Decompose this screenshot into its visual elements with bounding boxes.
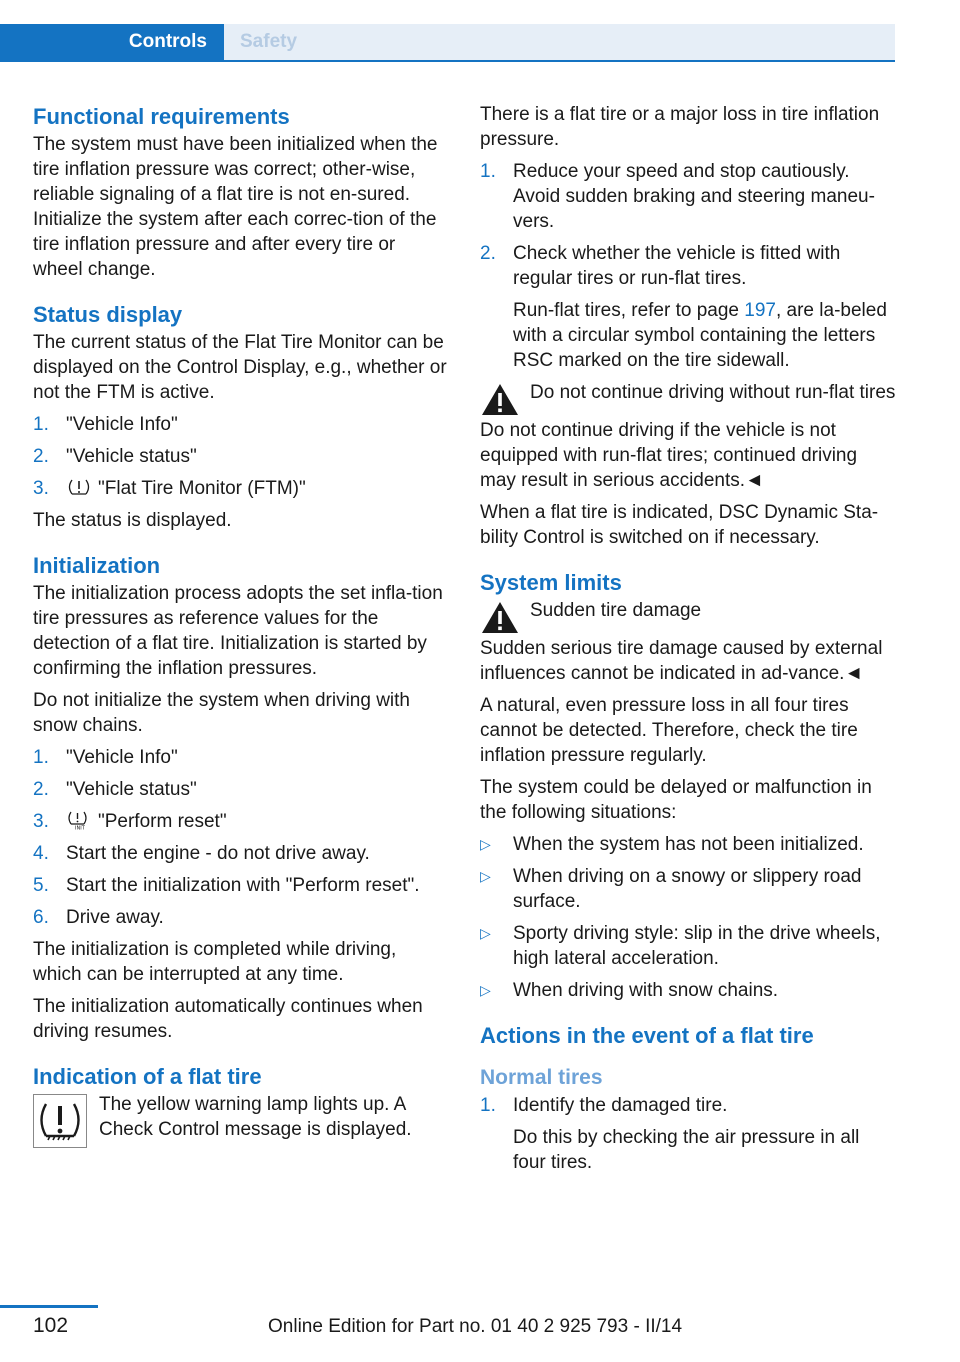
list-item: 4. Start the engine - do not drive away. bbox=[33, 843, 370, 864]
list-item: 1. "Vehicle Info" bbox=[33, 747, 178, 768]
functional-requirements-text: The system must have been initialized when the tire inflation pressure was correct; other-wise, reliable signaling of a flat tire is not en-sured. Initialize the system after each correc-tion of the tire inflation pressure and after every tire or wheel change. bbox=[33, 134, 438, 280]
edition-info: Online Edition for Part no. 01 40 2 925 793 - II/14 bbox=[268, 1316, 683, 1337]
functional-requirements-heading: Functional requirements bbox=[33, 104, 290, 129]
system-limits-heading: System limits bbox=[480, 570, 622, 595]
normal-tires-heading: Normal tires bbox=[480, 1066, 603, 1089]
initialization-completion-text: The initialization is completed while driving, which can be interrupted at any time. bbox=[33, 939, 397, 985]
malfunction-intro-text: The system could be delayed or malfunction in the following situations: bbox=[480, 777, 872, 823]
list-item: 3. "Flat Tire Monitor (FTM)" bbox=[33, 478, 306, 499]
sudden-damage-warning bbox=[480, 598, 897, 636]
list-item: 2. "Vehicle status" bbox=[33, 446, 197, 467]
status-steps bbox=[33, 412, 448, 501]
flat-tire-steps bbox=[480, 159, 897, 291]
run-flat-warning-title: Do not continue driving without run-flat tires bbox=[530, 382, 896, 403]
warning-triangle-icon bbox=[480, 600, 520, 636]
flat-tire-indication-heading: Indication of a flat tire bbox=[33, 1064, 262, 1089]
page-reference-link[interactable]: 197 bbox=[744, 300, 776, 321]
list-item: 1. Identify the damaged tire. bbox=[480, 1095, 728, 1116]
flat-tire-monitor-icon bbox=[66, 477, 92, 497]
flat-tire-actions-heading: Actions in the event of a flat tire bbox=[480, 1023, 814, 1048]
list-item: 2. Check whether the vehicle is fitted with regular tires or run-flat tires. bbox=[480, 243, 841, 289]
list-item: ▷ When driving on a snowy or slippery road surface. bbox=[480, 866, 862, 912]
sudden-damage-warning-title: Sudden tire damage bbox=[530, 600, 702, 621]
initialization-steps bbox=[33, 745, 448, 930]
flat-tire-warning-lamp-icon bbox=[33, 1094, 87, 1148]
warning-triangle-icon bbox=[480, 382, 520, 418]
header-tabs bbox=[0, 24, 895, 60]
pressure-loss-text: A natural, even pressure loss in all four tires cannot be detected. Therefore, check the tire inflation pressure regularly. bbox=[480, 695, 858, 766]
run-flat-warning-text: Do not continue driving if the vehicle is not equipped with run-flat tires; continued driving may result in serious accidents.◄ bbox=[480, 420, 858, 491]
status-display-text: The current status of the Flat Tire Monitor can be displayed on the Control Display, e.g., whether or not the FTM is active. bbox=[33, 332, 447, 403]
malfunction-situations bbox=[480, 832, 897, 1003]
header-divider bbox=[0, 60, 895, 62]
list-item: ▷ When driving with snow chains. bbox=[480, 980, 779, 1001]
status-display-heading: Status display bbox=[33, 302, 183, 327]
tab-controls[interactable]: Controls bbox=[0, 24, 224, 60]
dsc-text: When a flat tire is indicated, DSC Dynamic Sta-bility Control is switched on if necessary. bbox=[480, 502, 879, 548]
normal-tires-check-text: Do this by checking the air pressure in all four tires. bbox=[513, 1127, 860, 1173]
footer-divider bbox=[0, 1305, 98, 1308]
list-item: 3. INIT "Perform reset" bbox=[33, 811, 227, 832]
flat-tire-indication bbox=[33, 1092, 448, 1149]
sudden-damage-warning-text: Sudden serious tire damage caused by external influences cannot be indicated in ad-vance.◄ bbox=[480, 638, 883, 684]
list-item: 1. Reduce your speed and stop cautiously. Avoid sudden braking and steering maneu-vers. bbox=[480, 161, 875, 232]
initialization-continue-text: The initialization automatically continues when driving resumes. bbox=[33, 996, 423, 1042]
tab-safety[interactable]: Safety bbox=[224, 24, 895, 60]
list-item: 1. "Vehicle Info" bbox=[33, 414, 178, 435]
initialization-snow-chains-text: Do not initialize the system when driving with snow chains. bbox=[33, 690, 411, 736]
list-item: ▷ Sporty driving style: slip in the drive wheels, high lateral acceleration. bbox=[480, 923, 881, 969]
run-flat-reference-text: Run-flat tires, refer to page 197, are la-beled with a circular symbol containing the letters RSC marked on the tire sidewall. bbox=[513, 300, 887, 371]
initialization-text: The initialization process adopts the set infla-tion tire pressures as reference values for the detection of a flat tire. Initialization is started by confirming the inflation pressures. bbox=[33, 583, 443, 679]
flat-tire-intro-text: There is a flat tire or a major loss in tire inflation pressure. bbox=[480, 104, 880, 150]
list-item: 2. "Vehicle status" bbox=[33, 779, 197, 800]
list-item: 6. Drive away. bbox=[33, 907, 164, 928]
page-number: 102 bbox=[33, 1314, 69, 1337]
status-result-text: The status is displayed. bbox=[33, 510, 232, 531]
initialization-heading: Initialization bbox=[33, 553, 161, 578]
svg-text:INIT: INIT bbox=[75, 825, 85, 830]
flat-tire-indication-text: The yellow warning lamp lights up. A Check Control message is displayed. bbox=[99, 1094, 412, 1140]
right-column bbox=[480, 102, 897, 1182]
list-item: 5. Start the initialization with "Perform reset". bbox=[33, 875, 420, 896]
list-item: ▷ When the system has not been initialized. bbox=[480, 834, 864, 855]
run-flat-warning bbox=[480, 380, 897, 418]
tire-reset-icon bbox=[66, 810, 92, 830]
normal-tires-steps bbox=[480, 1093, 897, 1118]
left-column bbox=[33, 102, 448, 1149]
